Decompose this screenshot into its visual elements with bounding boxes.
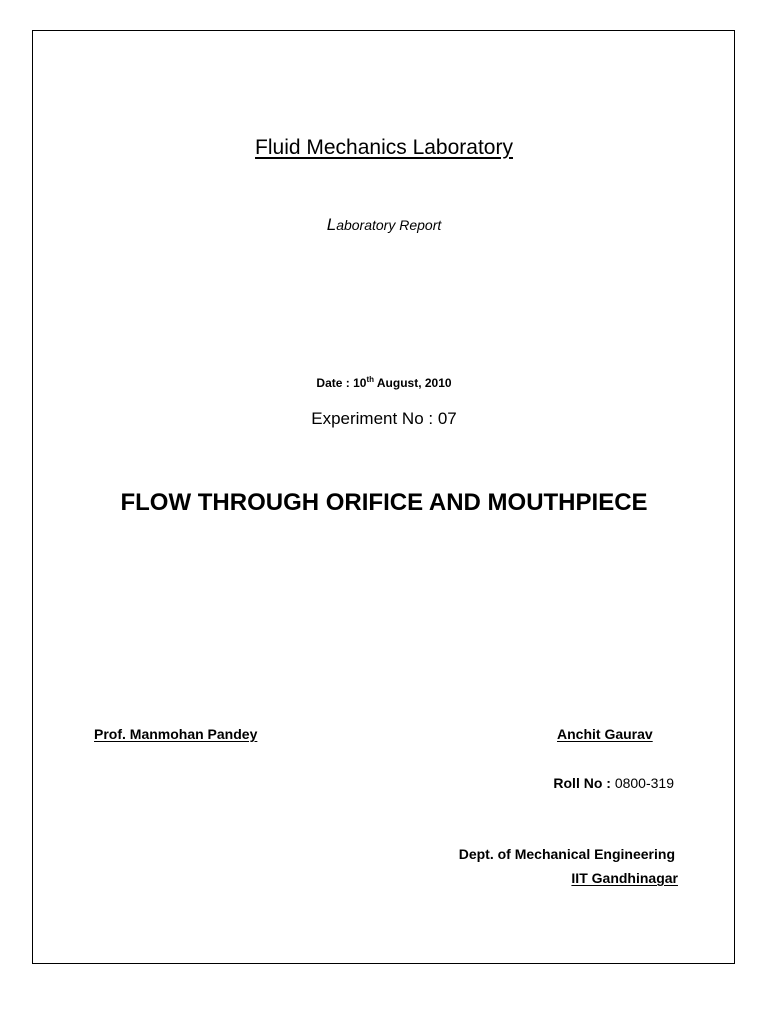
lab-title: Fluid Mechanics Laboratory bbox=[255, 136, 513, 159]
report-type-initial: L bbox=[326, 215, 337, 234]
roll-number bbox=[553, 775, 674, 791]
date-suffix: August, 2010 bbox=[374, 376, 452, 390]
date-prefix: Date : 10 bbox=[316, 376, 367, 390]
experiment-title: FLOW THROUGH ORIFICE AND MOUTHPIECE bbox=[120, 489, 648, 516]
institute: IIT Gandhinagar bbox=[571, 870, 678, 886]
report-type bbox=[0, 215, 768, 235]
roll-value: 0800-319 bbox=[614, 775, 674, 791]
date-superscript: th bbox=[366, 375, 374, 384]
roll-label: Roll No : bbox=[553, 775, 615, 791]
date-line bbox=[0, 376, 768, 390]
experiment-number: Experiment No : 07 bbox=[311, 409, 457, 428]
student-name: Anchit Gaurav bbox=[557, 726, 653, 742]
report-type-rest: aboratory Report bbox=[336, 217, 442, 233]
department: Dept. of Mechanical Engineering bbox=[458, 846, 675, 862]
professor-name: Prof. Manmohan Pandey bbox=[94, 726, 258, 742]
